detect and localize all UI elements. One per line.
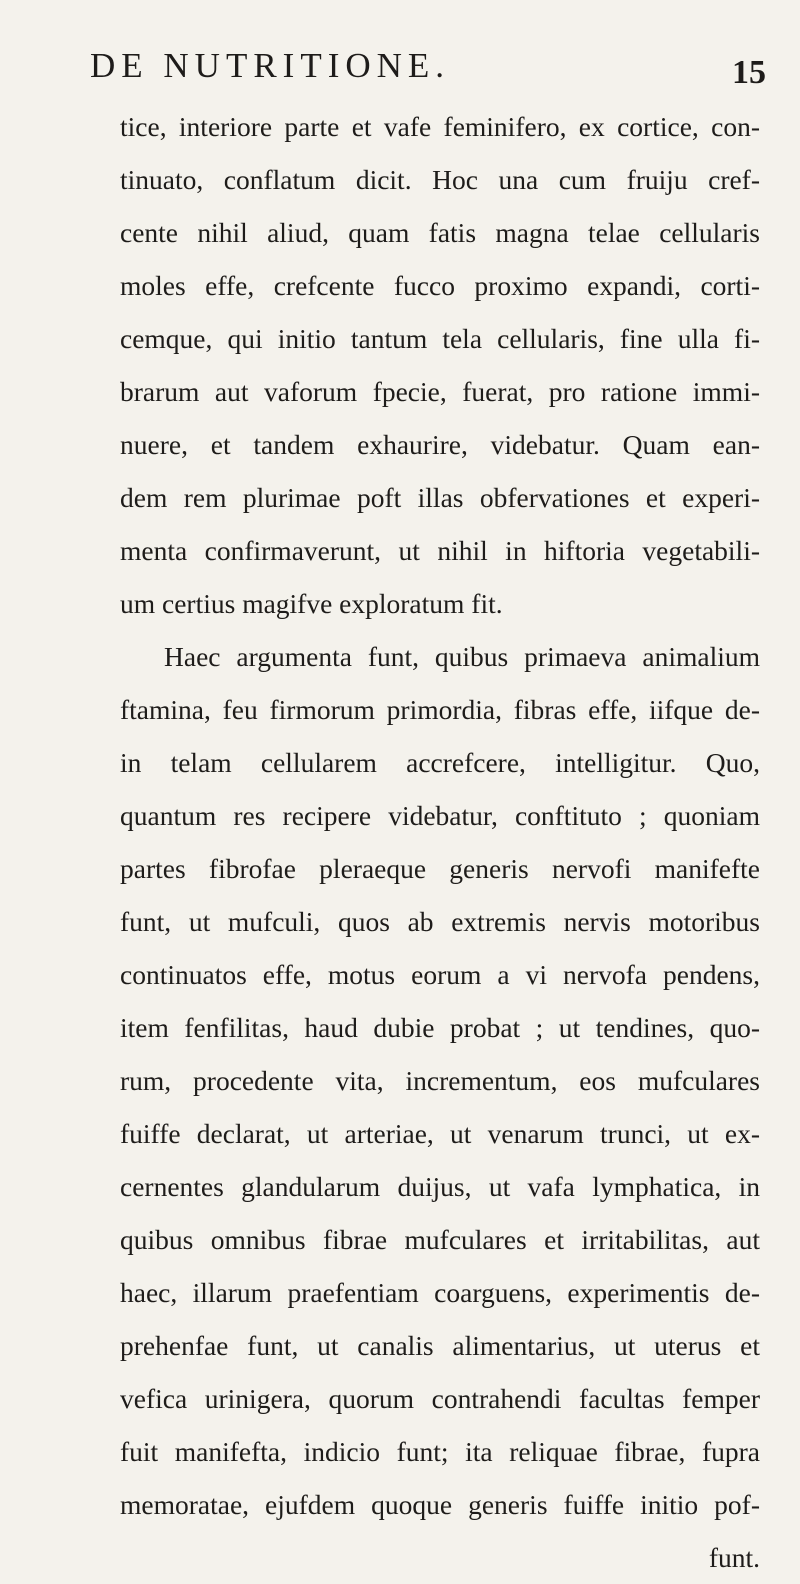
text-line: brarum aut vaforum fpecie, fuerat, pro ratione immi-	[120, 376, 760, 407]
text-line: haec, illarum praefentiam coarguens, experimentis de-	[120, 1277, 760, 1308]
page-header	[90, 40, 780, 90]
paragraph-end-line: um certius magifve exploratum fit.	[120, 588, 503, 619]
text-line: item fenfilitas, haud dubie probat ; ut tendines, quo-	[120, 1012, 760, 1043]
text-line: funt, ut mufculi, quos ab extremis nervis motoribus	[120, 906, 760, 937]
body-text	[120, 100, 760, 1584]
text-line: continuatos effe, motus eorum a vi nervofa pendens,	[120, 959, 760, 990]
text-line: nuere, et tandem exhaurire, videbatur. Quam ean-	[120, 429, 760, 460]
text-line: fuit manifefta, indicio funt; ita reliquae fibrae, fupra	[120, 1436, 760, 1467]
text-line: in telam cellularem accrefcere, intelligitur. Quo,	[120, 747, 760, 778]
text-line: cente nihil aliud, quam fatis magna telae cellularis	[120, 217, 760, 248]
text-line: memoratae, ejufdem quoque generis fuiffe initio pof-	[120, 1489, 760, 1520]
text-line: cernentes glandularum duĳus, ut vafa lymphatica, in	[120, 1171, 760, 1202]
text-line: dem rem plurimae poft illas obfervationes et experi-	[120, 482, 760, 513]
text-line: moles effe, crefcente fucco proximo expandi, corti-	[120, 270, 760, 301]
text-line: quantum res recipere videbatur, conftituto ; quoniam	[120, 800, 760, 831]
text-line: tice, interiore parte et vafe feminifero, ex cortice, con-	[120, 111, 760, 142]
text-line: tinuato, conflatum dicit. Hoc una cum fruĳu cref-	[120, 164, 760, 195]
text-line: cemque, qui initio tantum tela cellularis, fine ulla fi-	[120, 323, 760, 354]
running-head: DE NUTRITIONE.	[90, 46, 451, 85]
text-line: quibus omnibus fibrae mufculares et irritabilitas, aut	[120, 1224, 760, 1255]
catchword: funt.	[708, 1542, 760, 1573]
text-line: vefica urinigera, quorum contrahendi facultas femper	[120, 1383, 760, 1414]
text-line: partes fibrofae pleraeque generis nervofi manifefte	[120, 853, 760, 884]
page-number: 15	[732, 54, 766, 91]
text-line: rum, procedente vita, incrementum, eos mufculares	[120, 1065, 760, 1096]
paragraph-start-line: Haec argumenta funt, quibus primaeva animalium	[164, 641, 760, 672]
text-line: fuiffe declarat, ut arteriae, ut venarum trunci, ut ex-	[120, 1118, 760, 1149]
text-line: ftamina, feu firmorum primordia, fibras effe, iifque de-	[120, 694, 760, 725]
text-line: menta confirmaverunt, ut nihil in hiftoria vegetabili-	[120, 535, 760, 566]
text-line: prehenfae funt, ut canalis alimentarius, ut uterus et	[120, 1330, 760, 1361]
